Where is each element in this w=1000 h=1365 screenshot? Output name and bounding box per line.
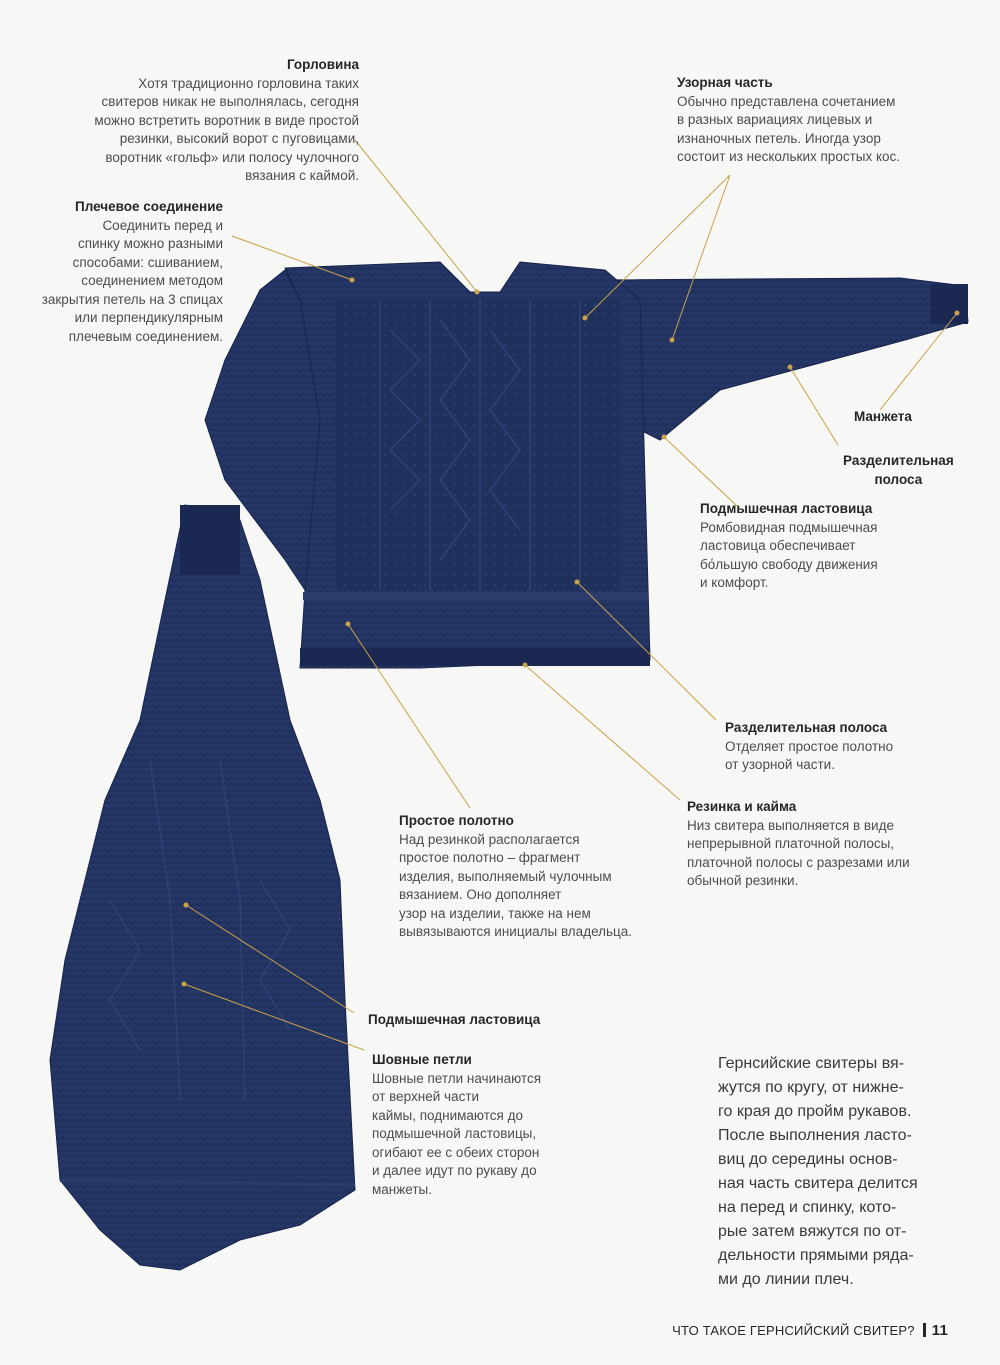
callout-body: Ромбовидная подмышечная ластовица обеспечивает бо́льшую свободу движения и комфорт. [700, 519, 878, 590]
callout-divider-body [725, 719, 893, 775]
callout-title: Плечевое соединение [75, 199, 223, 214]
callout-shoulder [42, 198, 223, 346]
callout-title: Простое полотно [399, 813, 514, 828]
callout-gusset [700, 500, 878, 593]
callout-title: Подмышечная ластовица [368, 1012, 541, 1027]
body-paragraph: Гернсийские свитеры вя- жутся по кругу, от нижне- го края до пройм рукавов. После выполнения ласто- виц до середины основ- ная часть свитера делится на перед и спинку, кото- рые затем вяжутся по от- дельности прямыми ряда- ми до линии плеч. [718, 1055, 918, 1288]
page-number: 11 [931, 1322, 948, 1339]
callout-gusset-side [368, 1011, 540, 1030]
callout-divider-sleeve [843, 452, 954, 489]
callout-title: Разделительная полоса [843, 453, 954, 487]
callout-body: Низ свитера выполняется в виде непрерывной платочной полосы, платочной полосы с разрезами или обычной резинки. [687, 817, 910, 888]
callout-title: Подмышечная ластовица [700, 501, 873, 516]
callout-neckline [94, 56, 359, 186]
callout-title: Узорная часть [677, 75, 773, 90]
callout-title: Горловина [286, 57, 359, 72]
callout-title: Манжета [854, 409, 912, 424]
callout-body: Соединить перед и спинку можно разными способами: сшиванием, соединением методом закрытия петель на 3 спицах или перпендикулярным плечевым соединением. [41, 217, 223, 344]
callout-body: Отделяет простое полотно от узорной части. [725, 738, 894, 772]
callout-title: Разделительная полоса [725, 720, 888, 735]
callout-body: Обычно представлена сочетанием в разных вариациях лицевых и изнаночных петель. Иногда узор состоит из нескольких простых кос. [677, 93, 901, 164]
callout-plain [399, 812, 632, 942]
callout-body: Над резинкой располагается простое полотно – фрагмент изделия, выполняемый чулочным вязанием. Оно дополняет узор на изделии, также на нем вывязываются инициалы владельца. [399, 831, 633, 939]
callout-welt [687, 798, 910, 891]
callout-title: Резинка и кайма [687, 799, 797, 814]
callout-title: Шовные петли [372, 1052, 472, 1067]
callout-body: Хотя традиционно горловина таких свитеров никак не выполнялась, сегодня можно встретить воротник в виде простой резинки, высокий ворот с пуговицами, воротник «гольф» или полосу чулочного вязания с каймой. [94, 75, 359, 183]
callout-cuff [854, 408, 912, 427]
callout-body: Шовные петли начинаются от верхней части каймы, поднимаются до подмышечной ластовицы, огибают ее с обеих сторон и далее идут по рукаву до манжеты. [372, 1070, 542, 1197]
running-header: ЧТО ТАКОЕ ГЕРНСИЙСКИЙ СВИТЕР? [672, 1323, 915, 1338]
page-footer [672, 1322, 948, 1339]
callout-seam [372, 1051, 541, 1199]
footer-divider [923, 1323, 926, 1337]
callout-pattern [677, 74, 900, 167]
